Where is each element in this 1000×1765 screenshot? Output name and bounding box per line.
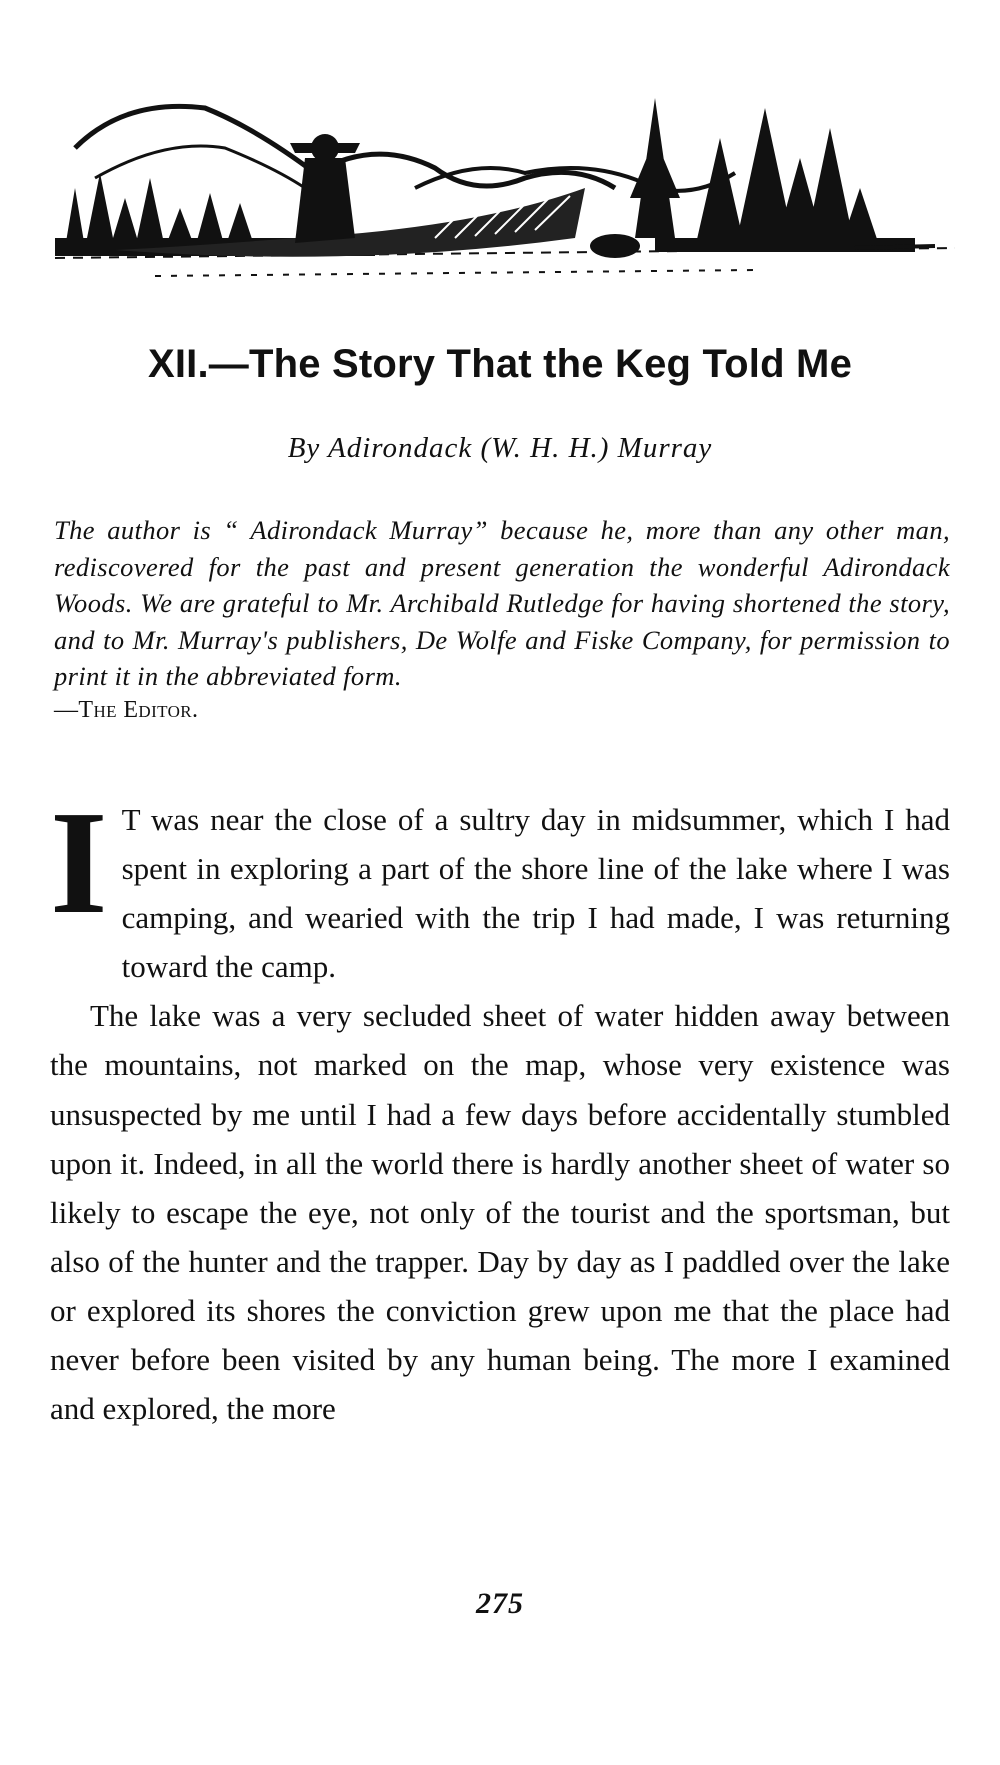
paragraph-1 bbox=[50, 781, 950, 991]
drop-cap: I bbox=[50, 781, 108, 945]
story-body bbox=[50, 781, 950, 1433]
editor-note-text: The author is “ Adirondack Murray” because he, more than any other man, rediscovered for the past and present generation the wonderful Adirondack Woods. We are grateful to Mr. Archibald Rutledge for having shortened the story, and to Mr. Murray's publishers, De Wolfe and Fiske Company, for permission to print it in the abbreviated form. bbox=[54, 515, 950, 692]
header-illustration bbox=[55, 78, 975, 298]
author-byline: By Adirondack (W. H. H.) Murray bbox=[287, 432, 713, 464]
page-number: 275 bbox=[476, 1587, 524, 1620]
editor-label: The Editor. bbox=[78, 696, 199, 723]
editor-signature bbox=[54, 692, 950, 729]
paragraph-1-text: T was near the close of a sultry day in midsummer, which I had spent in exploring a part of the shore line of the lake where I was camping, and wearied with the trip I had made, I was returning toward the camp. bbox=[121, 802, 950, 985]
editor-note bbox=[54, 512, 950, 729]
chapter-title: XII.—The Story That the Keg Told Me bbox=[147, 342, 853, 386]
canoe-landscape-image bbox=[55, 78, 975, 298]
paragraph-2: The lake was a very secluded sheet of water hidden away between the mountains, not marked on the map, whose very existence was unsuspected by me until I had a few days before accidentally stumbled upon it. Indeed, in all the world there is hardly another sheet of water so likely to escape the eye, not only of the tourist and the sportsman, but also of the hunter and the trapper. Day by day as I paddled over the lake or explored its shores the conviction grew upon me that the place had never before been visited by any human being. The more I examined and explored, the more bbox=[50, 998, 950, 1427]
editor-dash: — bbox=[54, 696, 79, 723]
